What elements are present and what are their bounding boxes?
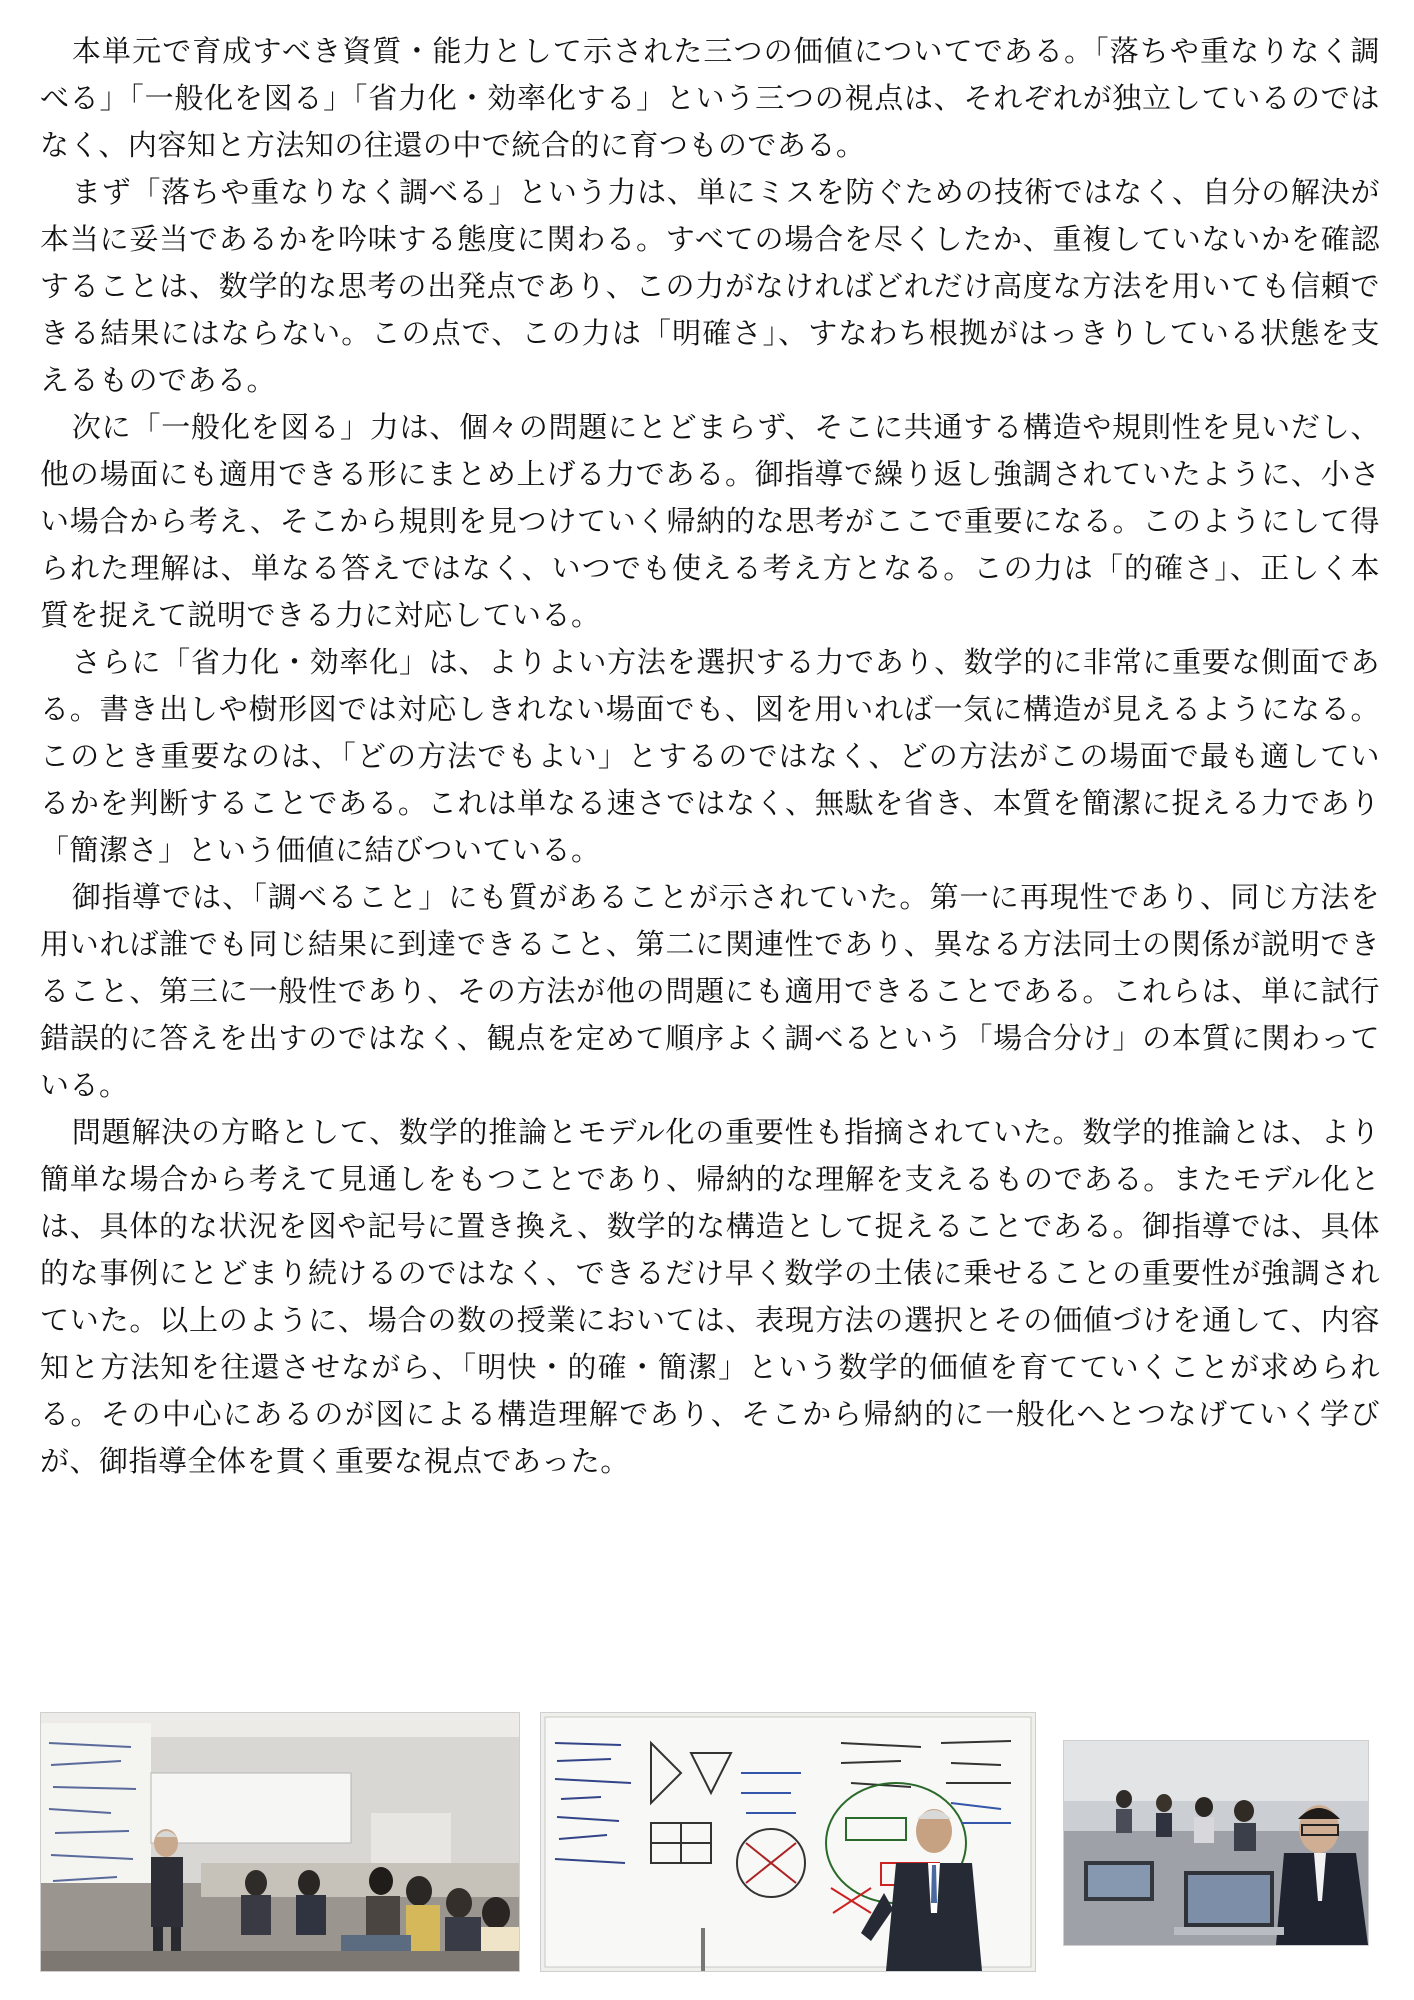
participants-laptops-photo-image bbox=[1064, 1741, 1368, 1945]
photo-strip bbox=[40, 1712, 1380, 1972]
paragraph: 次に「一般化を図る」力は、個々の問題にとどまらず、そこに共通する構造や規則性を見いだし、他の場面にも適用できる形にまとめ上げる力である。御指導で繰り返し強調されていたように、小さい場合から考え、そこから規則を見つけていく帰納的な思考がここで重要になる。このようにして得られた理解は、単なる答えではなく、いつでも使える考え方となる。この力は「的確さ」、正しく本質を捉えて説明できる力に対応している。 bbox=[40, 410, 1380, 632]
whiteboard-lecture-photo-image bbox=[541, 1713, 1035, 1971]
document-body bbox=[40, 28, 1380, 1485]
paragraph: さらに「省力化・効率化」は、よりよい方法を選択する力であり、数学的に非常に重要な側面である。書き出しや樹形図では対応しきれない場面でも、図を用いれば一気に構造が見えるようになる。このとき重要なのは、「どの方法でもよい」とするのではなく、どの方法がこの場面で最も適しているかを判断することである。これは単なる速さではなく、無駄を省き、本質を簡潔に捉える力であり「簡潔さ」という価値に結びついている。 bbox=[40, 645, 1381, 867]
paragraph: 御指導では、「調べること」にも質があることが示されていた。第一に再現性であり、同じ方法を用いれば誰でも同じ結果に到達できること、第二に関連性であり、異なる方法同士の関係が説明できること、第三に一般性であり、その方法が他の問題にも適用できることである。これらは、単に試行錯誤的に答えを出すのではなく、観点を定めて順序よく調べるという「場合分け」の本質に関わっている。 bbox=[40, 880, 1380, 1102]
participants-laptops-photo bbox=[1063, 1740, 1369, 1946]
paragraph: 問題解決の方略として、数学的推論とモデル化の重要性も指摘されていた。数学的推論とは、より簡単な場合から考えて見通しをもつことであり、帰納的な理解を支えるものである。またモデル化とは、具体的な状況を図や記号に置き換え、数学的な構造として捉えることである。御指導では、具体的な事例にとどまり続けるのではなく、できるだけ早く数学の土俵に乗せることの重要性が強調されていた。以上のように、場合の数の授業においては、表現方法の選択とその価値づけを通して、内容知と方法知を往還させながら、「明快・的確・簡潔」という数学的価値を育てていくことが求められる。その中心にあるのが図による構造理解であり、そこから帰納的に一般化へとつなげていく学びが、御指導全体を貫く重要な視点であった。 bbox=[40, 1115, 1381, 1478]
classroom-photo-wide bbox=[40, 1712, 520, 1972]
paragraph: 本単元で育成すべき資質・能力として示された三つの価値についてである。「落ちや重なりなく調べる」「一般化を図る」「省力化・効率化する」という三つの視点は、それぞれが独立しているのではなく、内容知と方法知の往還の中で統合的に育つものである。 bbox=[40, 34, 1380, 162]
paragraph: まず「落ちや重なりなく調べる」という力は、単にミスを防ぐための技術ではなく、自分の解決が本当に妥当であるかを吟味する態度に関わる。すべての場合を尽くしたか、重複していないかを確認することは、数学的な思考の出発点であり、この力がなければどれだけ高度な方法を用いても信頼できる結果にはならない。この点で、この力は「明確さ」、すなわち根拠がはっきりしている状態を支えるものである。 bbox=[40, 175, 1380, 397]
whiteboard-lecture-photo bbox=[540, 1712, 1036, 1972]
classroom-photo-wide-image bbox=[41, 1713, 519, 1971]
